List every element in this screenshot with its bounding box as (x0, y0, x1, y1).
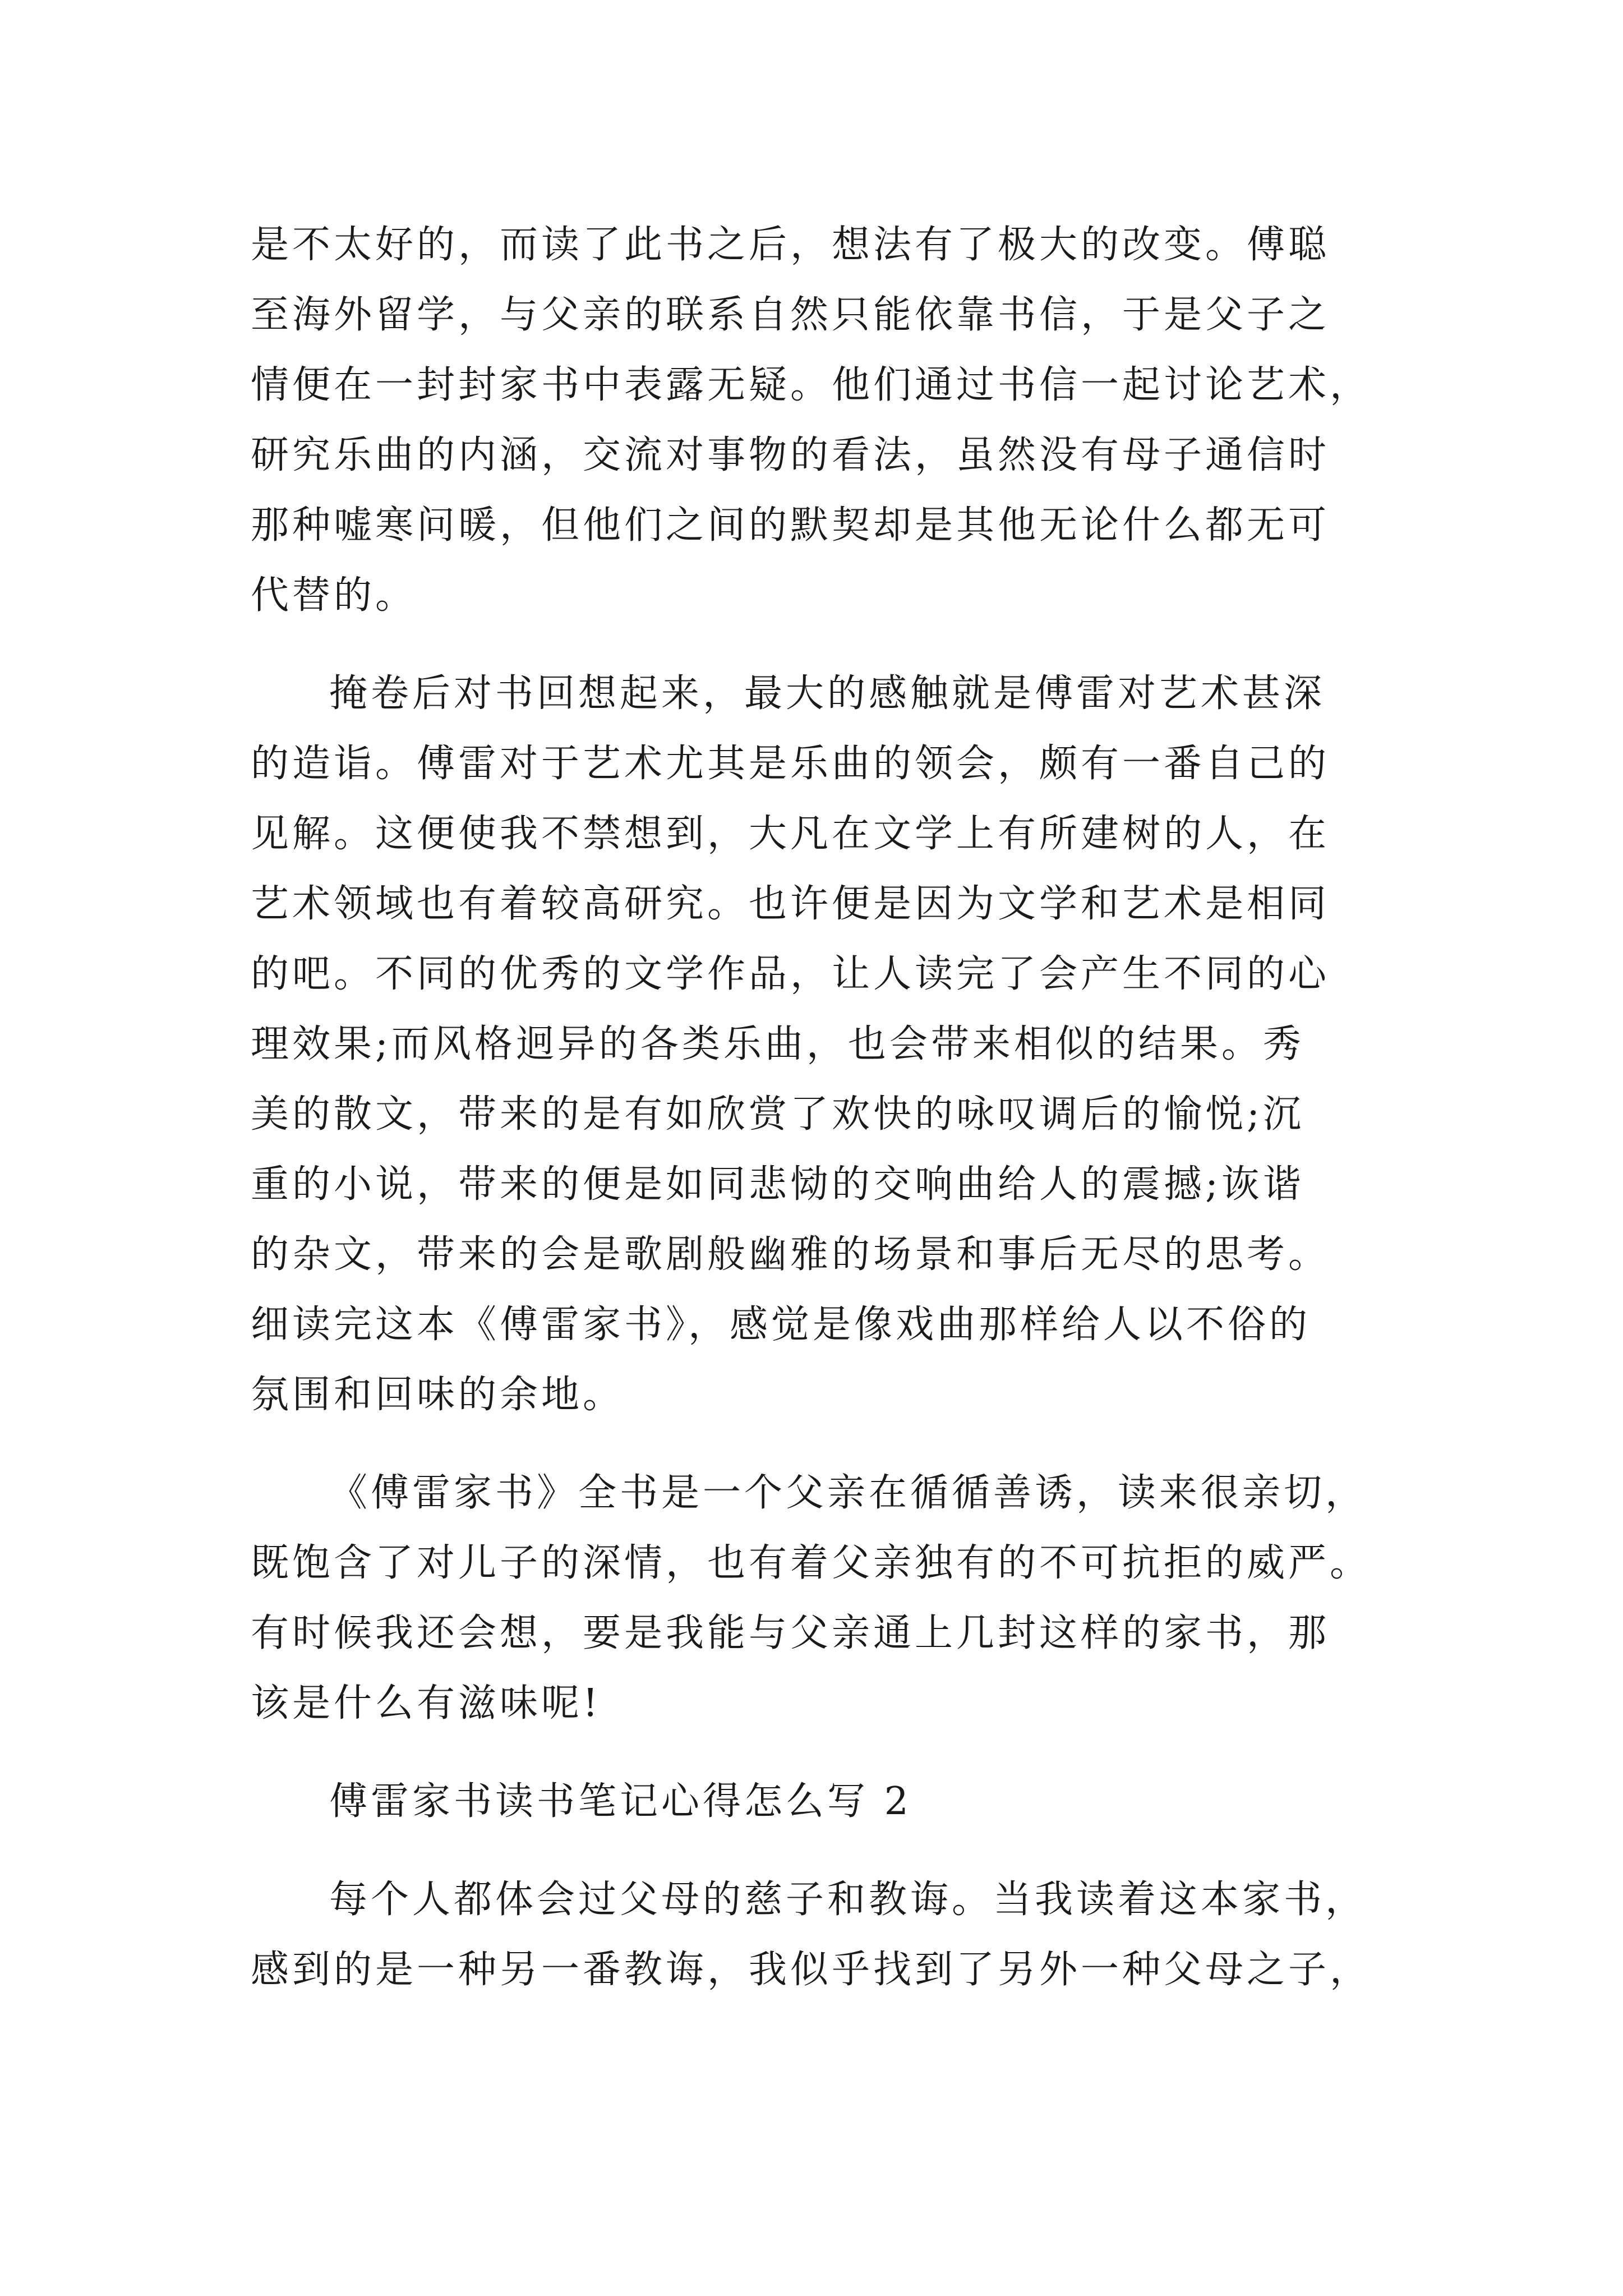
text-line: 代替的。 (251, 573, 417, 618)
text-line: 氛围和回味的余地。 (251, 1373, 625, 1417)
text-line: 理效果;而风格迥异的各类乐曲，也会带来相似的结果。秀 (251, 1022, 1304, 1066)
paragraph-first-line: 掩卷后对书回想起来，最大的感触就是傅雷对艺术甚深 (329, 671, 1326, 716)
text-line: 既饱含了对儿子的深情，也有着父亲独有的不可抗拒的威严。 (251, 1541, 1372, 1585)
text-line: 细读完这本《傅雷家书》，感觉是像戏曲那样给人以不俗的 (251, 1303, 1311, 1347)
text-line: 至海外留学，与父亲的联系自然只能依靠书信，于是父子之 (251, 293, 1330, 337)
text-line: 那种嘘寒问暖，但他们之间的默契却是其他无论什么都无可 (251, 503, 1330, 547)
text-line: 研究乐曲的内涵，交流对事物的看法，虽然没有母子通信时 (251, 433, 1330, 477)
text-line: 美的散文，带来的是有如欣赏了欢快的咏叹调后的愉悦;沉 (251, 1092, 1304, 1137)
text-line: 重的小说，带来的便是如同悲恸的交响曲给人的震撼;诙谐 (251, 1162, 1304, 1207)
text-line: 该是什么有滋味呢! (251, 1681, 602, 1726)
text-line: 感到的是一种另一番教诲，我似乎找到了另外一种父母之子， (251, 1948, 1372, 1992)
paragraph-first-line: 每个人都体会过父母的慈子和教诲。当我读着这本家书， (329, 1878, 1367, 1922)
text-line: 见解。这便使我不禁想到，大凡在文学上有所建树的人，在 (251, 812, 1330, 856)
text-line: 情便在一封封家书中表露无疑。他们通过书信一起讨论艺术， (251, 363, 1372, 407)
text-line: 是不太好的，而读了此书之后，想法有了极大的改变。傅聪 (251, 223, 1330, 267)
text-line: 的吧。不同的优秀的文学作品，让人读完了会产生不同的心 (251, 952, 1330, 996)
paragraph-first-line: 《傅雷家书》全书是一个父亲在循循善诱，读来很亲切， (329, 1471, 1367, 1515)
text-line: 艺术领域也有着较高研究。也许便是因为文学和艺术是相同 (251, 882, 1330, 926)
text-line: 有时候我还会想，要是我能与父亲通上几封这样的家书，那 (251, 1611, 1330, 1655)
section-heading: 傅雷家书读书笔记心得怎么写 2 (329, 1779, 912, 1824)
text-line: 的造诣。傅雷对于艺术尤其是乐曲的领会，颇有一番自己的 (251, 742, 1330, 786)
text-line: 的杂文，带来的会是歌剧般幽雅的场景和事后无尽的思考。 (251, 1232, 1330, 1277)
